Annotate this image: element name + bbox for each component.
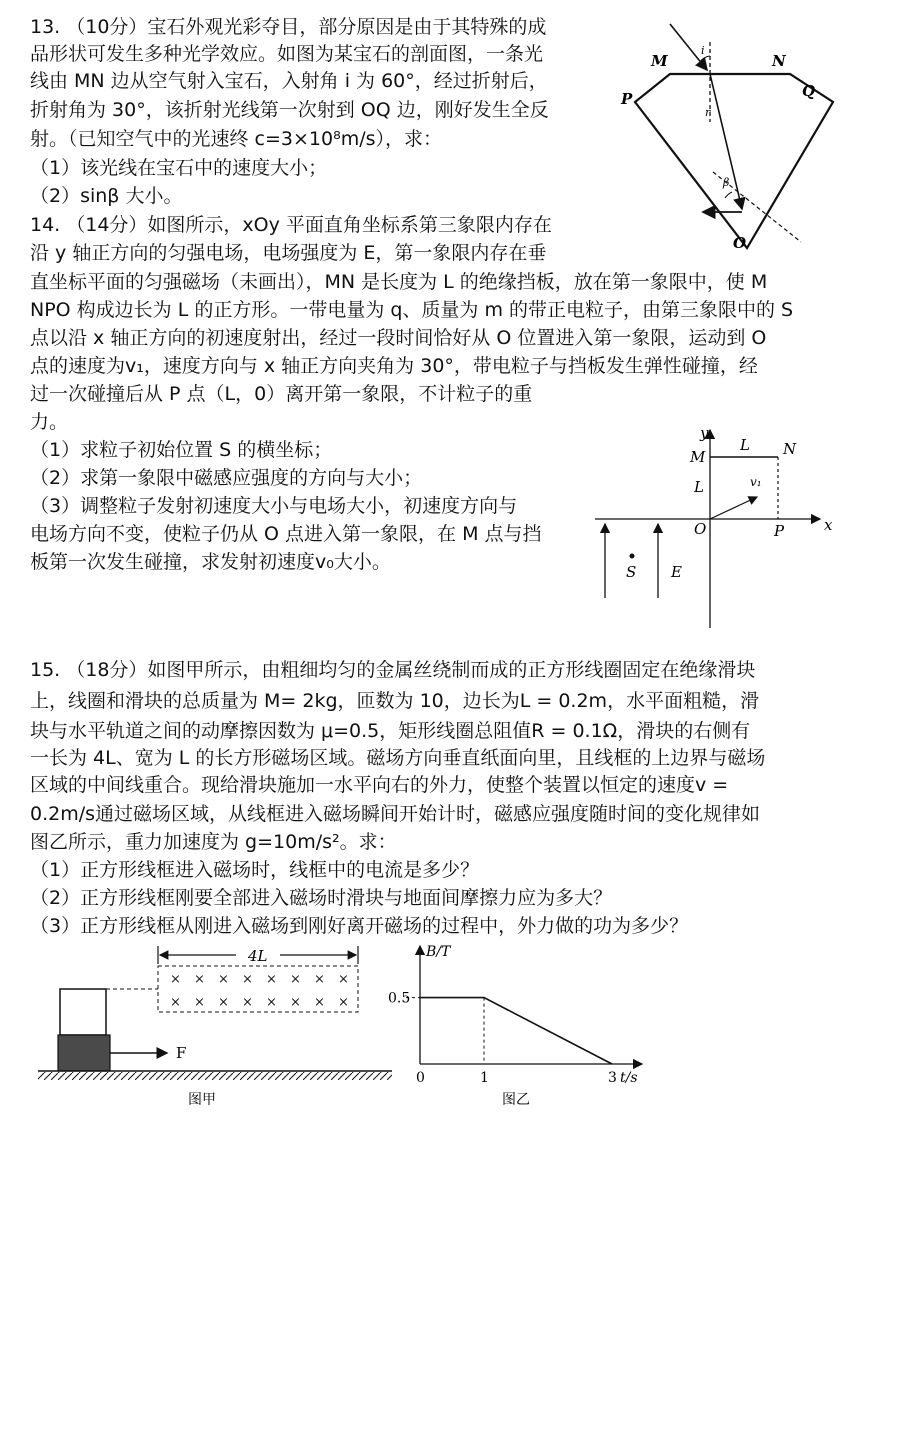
- svg-text:×: ×: [290, 972, 301, 987]
- q15-line: 0.2m/s通过磁场区域，从线框进入磁场瞬间开始计时，磁感应强度随时间的变化规律如: [30, 803, 761, 825]
- svg-text:×: ×: [194, 995, 205, 1010]
- label-m: M: [651, 52, 668, 70]
- point-s: [630, 554, 635, 559]
- label-o: O: [694, 520, 707, 538]
- label-s: S: [626, 563, 637, 581]
- figure-jia: [30, 940, 400, 1115]
- q15-line: 区域的中间线重合。现给滑块施加一水平向右的外力，使整个装置以恒定的速度v =: [30, 774, 729, 796]
- q15-line: 图乙所示，重力加速度为 g=10m/s²。求：: [30, 831, 397, 853]
- q14-line: （3）调整粒子发射初速度大小与电场大小，初速度方向与: [30, 495, 518, 517]
- q14-line: 点的速度为v₁，速度方向与 x 轴正方向夹角为 30°，带电粒子与挡板发生弹性碰撞，经: [30, 355, 758, 377]
- caption-yi: 图乙: [502, 1092, 530, 1108]
- q13-line: （1）该光线在宝石中的速度大小；: [30, 157, 328, 179]
- field-crosses: [170, 972, 349, 1010]
- caption-jia: 图甲: [188, 1092, 216, 1108]
- svg-text:×: ×: [290, 995, 301, 1010]
- x-tick-label: 3: [608, 1070, 617, 1086]
- label-l-top: L: [740, 436, 750, 454]
- label-beta: β: [723, 176, 730, 189]
- label-p: P: [774, 522, 785, 540]
- q13-line: 品形状可发生多种光学效应。如图为某宝石的剖面图，一条光: [30, 43, 544, 65]
- q14-line: 电场方向不变，使粒子仍从 O 点进入第一象限，在 M 点与挡: [30, 523, 542, 545]
- label-y: y: [700, 424, 709, 442]
- q15-line: 一长为 4L、宽为 L 的长方形磁场区域。磁场方向垂直纸面向里，且线框的上边界与磁场: [30, 747, 766, 769]
- svg-text:×: ×: [242, 995, 253, 1010]
- velocity-v1: [710, 497, 757, 519]
- label-x: x: [824, 516, 833, 534]
- q14-line: （2）求第一象限中磁感应强度的方向与大小；: [30, 467, 423, 489]
- q15-line: （3）正方形线框从刚进入磁场到刚好离开磁场的过程中，外力做的功为多少？: [30, 915, 689, 937]
- q15-line: 上，线圈和滑块的总质量为 M= 2kg，匝数为 10，边长为L = 0.2m，水平面粗糙，滑: [30, 690, 760, 712]
- force-label: F: [176, 1044, 187, 1062]
- y-tick-label: 0.5: [388, 990, 411, 1007]
- angle-beta-arc: [725, 192, 732, 198]
- chart-y-label: B/T: [426, 944, 451, 960]
- svg-text:×: ×: [242, 972, 253, 987]
- chart-x-label: t/s: [620, 1070, 638, 1086]
- gem-outline: [635, 74, 833, 248]
- svg-text:×: ×: [170, 972, 181, 987]
- svg-text:×: ×: [194, 972, 205, 987]
- svg-text:×: ×: [314, 995, 325, 1010]
- svg-text:×: ×: [314, 972, 325, 987]
- q13-line: 折射角为 30°，该折射光线第一次射到 OQ 边，刚好发生全反: [30, 99, 549, 121]
- coordinate-figure: [590, 420, 850, 632]
- q14-line: 板第一次发生碰撞，求发射初速度v₀大小。: [30, 551, 391, 573]
- q15-line: （2）正方形线框刚要全部进入磁场时滑块与地面间摩擦力应为多大？: [30, 887, 613, 909]
- q13-line: 线由 MN 边从空气射入宝石，入射角 i 为 60°，经过折射后，: [30, 70, 548, 92]
- label-n: N: [783, 440, 797, 458]
- q14-line: 沿 y 轴正方向的匀强电场，电场强度为 E，第一象限内存在垂: [30, 242, 547, 264]
- label-i: i: [701, 44, 705, 57]
- label-e: E: [671, 563, 682, 581]
- svg-text:×: ×: [218, 972, 229, 987]
- series-line: [420, 998, 612, 1064]
- q14-line: 14. （14分）如图所示，xOy 平面直角坐标系第三象限内存在: [30, 214, 552, 236]
- q14-line: 过一次碰撞后从 P 点（L，0）离开第一象限，不计粒子的重: [30, 383, 533, 405]
- q13-line: （2）sinβ 大小。: [30, 185, 183, 207]
- svg-text:×: ×: [266, 972, 277, 987]
- q15-line: （1）正方形线框进入磁场时，线框中的电流是多少？: [30, 859, 480, 881]
- q13-line: 射。（已知空气中的光速终 c=3×10⁸m/s），求：: [30, 128, 443, 150]
- q13-line: 13. （10分）宝石外观光彩夺目，部分原因是由于其特殊的成: [30, 16, 547, 38]
- label-n: N: [772, 52, 786, 70]
- x-tick-label: 0: [416, 1070, 425, 1086]
- x-tick-label: 1: [480, 1070, 489, 1086]
- q14-line: 点以沿 x 轴正方向的初速度射出，经过一段时间恰好从 O 位置进入第一象限，运动到 O: [30, 327, 767, 349]
- slider-block: [58, 1035, 110, 1071]
- q14-line: （1）求粒子初始位置 S 的横坐标；: [30, 439, 333, 461]
- label-r: r: [705, 106, 711, 119]
- label-v1: v₁: [750, 475, 762, 489]
- svg-text:×: ×: [338, 995, 349, 1010]
- label-p: P: [621, 90, 633, 108]
- q14-line: NPO 构成边长为 L 的正方形。一带电量为 q、质量为 m 的带正电粒子，由第三象限中的 S: [30, 299, 794, 321]
- q14-line: 力。: [30, 411, 69, 433]
- label-q: Q: [802, 82, 816, 100]
- label-l-left: L: [694, 478, 704, 496]
- length-label: 4L: [248, 947, 268, 965]
- ground-hatch: [38, 1072, 392, 1080]
- q15-line: 15. （18分）如图甲所示，由粗细均匀的金属丝绕制而成的正方形线圈固定在绝缘滑块: [30, 659, 756, 681]
- square-coil: [60, 989, 106, 1035]
- label-o: O: [733, 234, 747, 252]
- q14-line: 直坐标平面的匀强磁场（未画出），MN 是长度为 L 的绝缘挡板，放在第一象限中，使 M: [30, 271, 768, 293]
- gem-cross-section-figure: [615, 12, 845, 257]
- q15-line: 块与水平轨道之间的动摩擦因数为 μ=0.5，矩形线圈总阻值R = 0.1Ω，滑块的右侧有: [30, 720, 751, 742]
- svg-text:×: ×: [170, 995, 181, 1010]
- magnetic-field-region: [158, 966, 358, 1012]
- svg-text:×: ×: [218, 995, 229, 1010]
- svg-text:×: ×: [338, 972, 349, 987]
- figure-yi-chart: [380, 940, 670, 1115]
- svg-text:×: ×: [266, 995, 277, 1010]
- label-m: M: [690, 448, 706, 466]
